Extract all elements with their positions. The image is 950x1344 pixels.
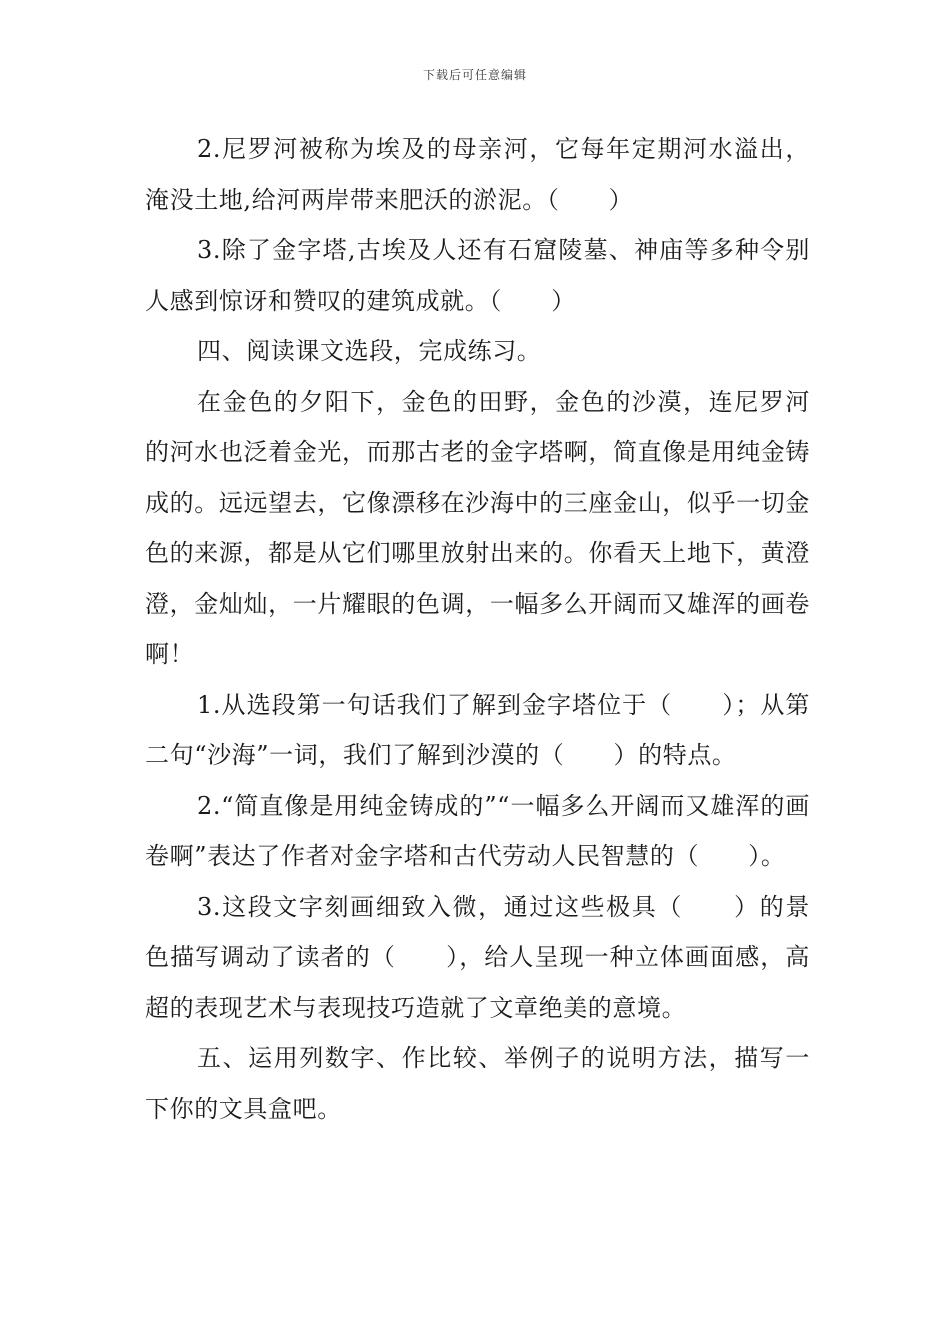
question-3-3: 3.除了金字塔,古埃及人还有石窟陵墓、神庙等多种令别人感到惊讶和赞叹的建筑成就。（ ）	[145, 236, 810, 315]
question-4-1: 1.从选段第一句话我们了解到金字塔位于（ ）；从第二句“沙海”一词，我们了解到沙漠的（ ）的特点。	[145, 690, 810, 769]
section-5-heading: 五、运用列数字、作比较、举例子的说明方法，描写一下你的文具盒吧。	[145, 1044, 810, 1123]
section-4-heading: 四、阅读课文选段，完成练习。	[197, 337, 542, 365]
question-3-2: 2.尼罗河被称为埃及的母亲河，它每年定期河水溢出，淹没土地,给河两岸带来肥沃的淤泥。（ ）	[145, 135, 810, 214]
reading-passage: 在金色的夕阳下，金色的田野，金色的沙漠，连尼罗河的河水也泛着金光，而那古老的金字塔啊，简直像是用纯金铸成的。远远望去，它像漂移在沙海中的三座金山，似乎一切金色的来源，都是从它们哪里放射出来的。你看天上地下，黄澄澄，金灿灿，一片耀眼的色调，一幅多么开阔而又雄浑的画卷啊！	[145, 387, 810, 668]
page-header: 下载后可任意编辑	[422, 68, 527, 82]
document-body	[145, 124, 810, 1134]
question-4-2: 2.“简直像是用纯金铸成的”“一幅多么开阔而又雄浑的画卷啊”表达了作者对金字塔和古代劳动人民智慧的（ ）。	[145, 791, 810, 870]
question-4-3: 3.这段文字刻画细致入微，通过这些极具（ ）的景色描写调动了读者的（ ），给人呈现一种立体画面感，高超的表现艺术与表现技巧造就了文章绝美的意境。	[145, 892, 810, 1022]
